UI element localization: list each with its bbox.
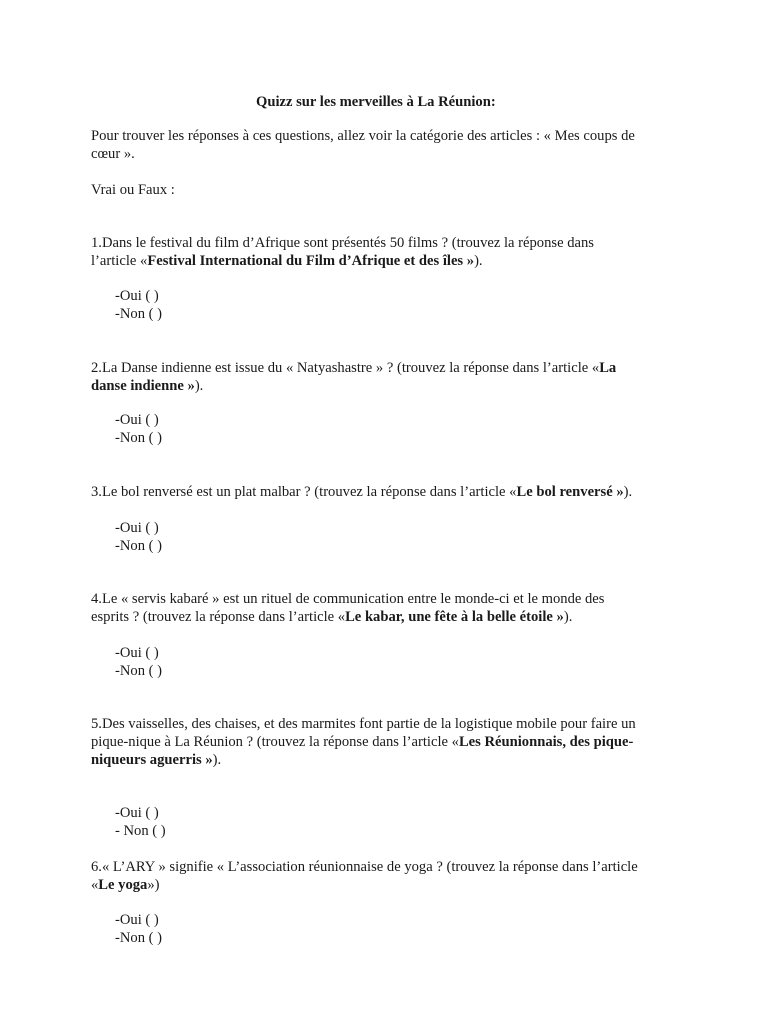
question-1-line-2: l’article «Festival International du Film d’Afrique et des îles »). [91,253,483,269]
question-5-line-1: 5.Des vaisselles, des chaises, et des marmites font partie de la logistique mobile pour faire un [91,716,636,732]
question-5-option-no: - Non ( ) [115,823,166,839]
question-5-option-yes: -Oui ( ) [115,805,159,821]
question-6-article-title: Le yoga [98,877,148,893]
question-4-option-yes: -Oui ( ) [115,645,159,661]
question-5-line-2: pique-nique à La Réunion ? (trouvez la réponse dans l’article «Les Réunionnais, des pique- [91,734,634,750]
question-2-article-title-end: danse indienne » [91,378,195,394]
question-1-option-no: -Non ( ) [115,306,163,322]
question-1-option-yes: -Oui ( ) [115,288,159,304]
question-6-option-no: -Non ( ) [115,930,163,946]
question-1-line-1: 1.Dans le festival du film d’Afrique sont présentés 50 films ? (trouvez la réponse dans [91,235,594,251]
question-3-article-title: Le bol renversé » [516,484,624,500]
question-2-option-no: -Non ( ) [115,430,163,446]
section-label: Vrai ou Faux : [91,182,175,198]
page-title: Quizz sur les merveilles à La Réunion: [256,94,496,110]
question-3-option-no: -Non ( ) [115,538,163,554]
question-2-line-1: 2.La Danse indienne est issue du « Natyashastre » ? (trouvez la réponse dans l’article «La [91,360,617,376]
question-5-article-title-end: niqueurs aguerris » [91,752,213,768]
question-3-option-yes: -Oui ( ) [115,520,159,536]
question-4-option-no: -Non ( ) [115,663,163,679]
question-6-line-1: 6.« L’ARY » signifie « L’association réunionnaise de yoga ? (trouvez la réponse dans l’article [91,859,638,875]
question-4-line-2: esprits ? (trouvez la réponse dans l’article «Le kabar, une fête à la belle étoile »). [91,609,573,625]
question-4-line-1: 4.Le « servis kabaré » est un rituel de communication entre le monde-ci et le monde des [91,591,605,607]
question-5-article-title-start: Les Réunionnais, des pique- [458,734,634,750]
question-1-article-title: Festival International du Film d’Afrique et des îles » [147,253,475,269]
question-3-line-1: 3.Le bol renversé est un plat malbar ? (trouvez la réponse dans l’article «Le bol renversé »). [91,484,633,500]
question-6-option-yes: -Oui ( ) [115,912,159,928]
question-5-line-3: niqueurs aguerris »). [91,752,222,768]
question-2-option-yes: -Oui ( ) [115,412,159,428]
intro-line-2: cœur ». [91,146,135,162]
question-2-line-2: danse indienne »). [91,378,204,394]
question-4-article-title: Le kabar, une fête à la belle étoile » [345,609,564,625]
intro-line-1: Pour trouver les réponses à ces questions, allez voir la catégorie des articles : « Mes coups de [91,128,635,144]
question-6-line-2: «Le yoga») [91,877,160,893]
question-2-article-title-start: La [599,360,617,376]
